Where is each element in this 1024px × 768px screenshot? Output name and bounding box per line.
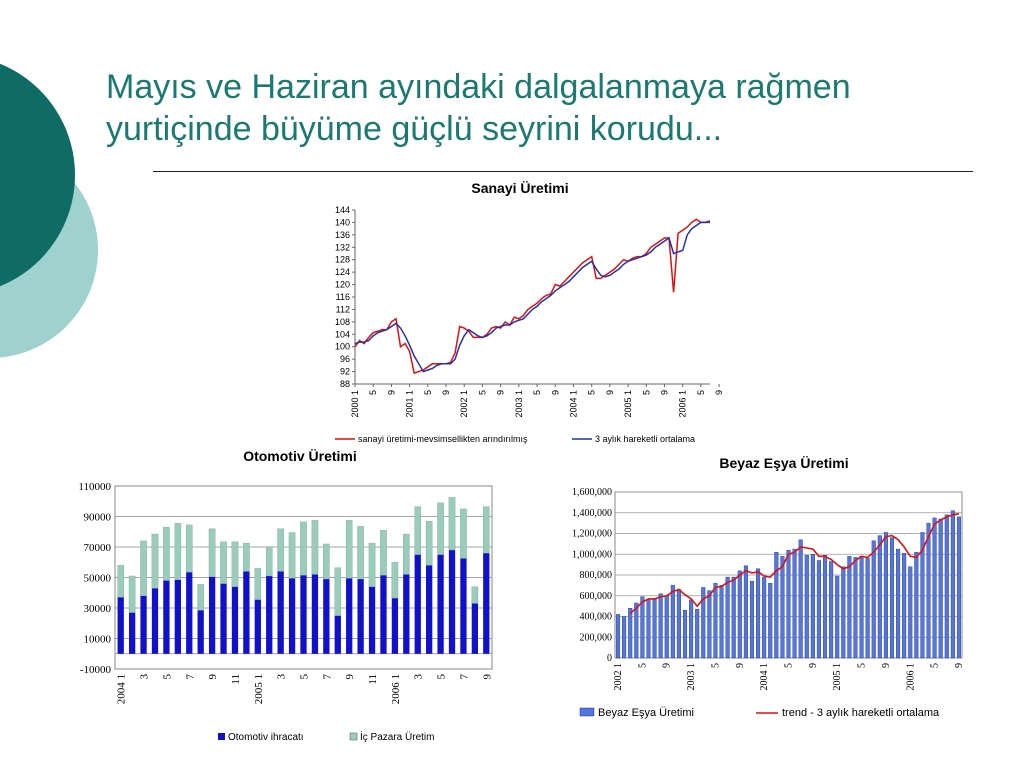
bar-beyaz-esya (677, 590, 681, 658)
legend-swatch-beyaz (580, 708, 594, 716)
y-tick-label: 50000 (83, 572, 111, 585)
legend-label-ihracat: Otomotiv ihracatı (228, 732, 304, 743)
bar-beyaz-esya (671, 585, 675, 658)
x-tick-label: 3 (275, 674, 288, 680)
bar-beyaz-esya (750, 581, 754, 658)
bar-ihracat (289, 578, 295, 653)
x-tick-label: 5 (477, 390, 488, 396)
x-tick-label: 9 (661, 663, 673, 668)
y-tick-label: 1,000,000 (572, 549, 612, 561)
bar-beyaz-esya (647, 600, 651, 658)
bar-beyaz-esya (823, 555, 827, 658)
x-tick-label: 9 (714, 390, 725, 396)
bar-ihracat (369, 587, 375, 654)
beyaz-esya-chart (550, 478, 970, 728)
bar-ihracat (175, 580, 181, 654)
y-tick-label: 200,000 (579, 632, 612, 644)
bar-ihracat (220, 584, 226, 654)
slide-title (106, 66, 1006, 150)
bar-ihracat (140, 596, 146, 654)
y-tick-label: 90000 (83, 511, 111, 524)
legend-swatch-ihracat (218, 733, 225, 740)
title-line-2: yurtiçinde büyüme güçlü seyrini korudu... (106, 110, 723, 148)
bar-ihracat (357, 579, 363, 654)
decorative-circles (0, 0, 110, 420)
y-tick-label: 120 (334, 279, 350, 290)
bar-beyaz-esya (714, 583, 718, 658)
bar-ic-pazar (426, 521, 432, 565)
bar-beyaz-esya (939, 519, 943, 658)
bar-beyaz-esya (799, 540, 803, 658)
y-tick-label: 0 (607, 653, 612, 664)
bar-beyaz-esya (744, 566, 748, 658)
bar-ihracat (198, 610, 204, 653)
x-tick-label: 2004 1 (568, 390, 579, 418)
legend-label-ortalama: 3 aylık hareketli ortalama (595, 434, 696, 444)
bar-ic-pazar (392, 562, 398, 598)
bar-beyaz-esya (829, 562, 833, 658)
y-tick-label: 128 (334, 254, 350, 265)
x-tick-label: 9 (386, 390, 397, 396)
x-tick-label: 5 (532, 390, 543, 396)
y-tick-label: 1,400,000 (572, 507, 612, 519)
y-tick-label: 96 (339, 354, 350, 365)
y-tick-label: 1,200,000 (572, 528, 612, 540)
y-tick-label: 10000 (83, 633, 111, 646)
bar-beyaz-esya (708, 591, 712, 658)
x-tick-label: 5 (710, 663, 722, 668)
bar-ic-pazar (152, 534, 158, 588)
bar-beyaz-esya (634, 603, 638, 658)
x-tick-label: 11 (229, 674, 242, 685)
x-tick-label: 9 (734, 663, 746, 668)
bar-beyaz-esya (866, 558, 870, 658)
bar-beyaz-esya (811, 554, 815, 658)
bar-ic-pazar (140, 541, 146, 596)
bar-ihracat (255, 600, 261, 654)
y-tick-label: 124 (334, 267, 350, 278)
x-tick-label: 3 (412, 674, 425, 680)
sanayi-chart-title: Sanayi Üretimi (471, 180, 569, 196)
bar-ihracat (426, 565, 432, 653)
x-tick-label: 9 (953, 663, 965, 668)
bar-ic-pazar (220, 542, 226, 584)
bar-ic-pazar (163, 527, 169, 580)
bar-beyaz-esya (902, 553, 906, 658)
bar-ihracat (437, 555, 443, 654)
x-tick-label: 5 (641, 390, 652, 396)
y-tick-label: 88 (339, 379, 350, 389)
bar-ihracat (460, 558, 466, 653)
bar-ic-pazar (289, 533, 295, 579)
x-tick-label: 2005 1 (832, 663, 844, 691)
legend-label-trend: trend - 3 aylık hareketli ortalama (782, 707, 940, 719)
bar-beyaz-esya (695, 609, 699, 658)
x-tick-label: 9 (207, 674, 220, 680)
bar-beyaz-esya (781, 556, 785, 658)
y-tick-label: 1,600,000 (572, 487, 612, 498)
x-tick-label: 5 (783, 663, 795, 668)
x-tick-label: 9 (807, 663, 819, 668)
y-tick-label: 800,000 (579, 570, 612, 581)
y-tick-label: 92 (339, 366, 350, 377)
bar-beyaz-esya (841, 567, 845, 658)
bar-ihracat (152, 588, 158, 654)
x-tick-label: 5 (929, 663, 941, 668)
x-tick-label: 5 (298, 674, 311, 680)
x-tick-label: 9 (441, 390, 452, 396)
x-tick-label: 2004 1 (759, 663, 771, 691)
bar-beyaz-esya (768, 583, 772, 658)
bar-beyaz-esya (665, 596, 669, 658)
x-tick-label: 2006 1 (677, 390, 688, 418)
sanayi-chart (320, 198, 740, 468)
legend-label-beyaz: Beyaz Eşya Üretimi (598, 707, 694, 719)
bar-beyaz-esya (927, 523, 931, 658)
bar-beyaz-esya (659, 594, 663, 658)
bar-ic-pazar (232, 542, 238, 587)
x-tick-label: 3 (138, 674, 151, 680)
bar-beyaz-esya (738, 571, 742, 658)
bar-beyaz-esya (732, 577, 736, 658)
x-tick-label: 5 (422, 390, 433, 396)
bar-beyaz-esya (878, 536, 882, 658)
bar-ic-pazar (312, 520, 318, 574)
bar-ihracat (380, 575, 386, 654)
bar-ihracat (232, 587, 238, 654)
bar-ic-pazar (129, 576, 135, 613)
bar-ihracat (129, 613, 135, 654)
bar-beyaz-esya (628, 608, 632, 658)
otomotiv-chart-title: Otomotiv Üretimi (243, 448, 357, 464)
x-tick-label: 7 (321, 674, 334, 680)
legend-label-ic-pazar: İç Pazara Üretim (360, 732, 435, 743)
bar-ihracat (300, 575, 306, 654)
y-tick-label: 104 (334, 329, 350, 340)
x-tick-label: 2002 1 (613, 663, 625, 691)
title-line-1: Mayıs ve Haziran ayındaki dalgalanmaya rağmen (106, 68, 851, 106)
bar-ic-pazar (118, 565, 124, 597)
bar-ic-pazar (278, 529, 284, 572)
bar-beyaz-esya (793, 549, 797, 658)
x-tick-label: 9 (659, 390, 670, 396)
x-tick-label: 5 (161, 674, 174, 680)
bar-ic-pazar (186, 525, 192, 572)
x-tick-label: 2006 1 (389, 674, 402, 705)
x-tick-label: 9 (550, 390, 561, 396)
bar-ic-pazar (437, 503, 443, 555)
bar-ihracat (403, 574, 409, 653)
x-tick-label: 9 (495, 390, 506, 396)
x-tick-label: 2000 1 (350, 390, 360, 418)
x-tick-label: 2005 1 (623, 390, 634, 418)
bar-ihracat (392, 598, 398, 654)
bar-beyaz-esya (860, 556, 864, 658)
bar-beyaz-esya (896, 549, 900, 658)
y-tick-label: 70000 (83, 542, 111, 554)
bar-ihracat (312, 574, 318, 653)
bar-beyaz-esya (848, 556, 852, 658)
x-tick-label: 2002 1 (459, 390, 470, 418)
x-tick-label: 2003 1 (686, 663, 698, 691)
bar-beyaz-esya (908, 567, 912, 658)
y-tick-label: 100 (334, 341, 350, 352)
bar-ihracat (335, 616, 341, 654)
y-tick-label: 600,000 (579, 590, 612, 602)
bar-ic-pazar (255, 568, 261, 599)
bar-ihracat (449, 550, 455, 654)
bar-ic-pazar (357, 526, 363, 579)
x-tick-label: 2001 1 (404, 390, 415, 418)
bar-beyaz-esya (774, 552, 778, 658)
bar-ic-pazar (403, 534, 409, 574)
bar-beyaz-esya (933, 518, 937, 658)
x-tick-label: 9 (344, 674, 357, 680)
y-tick-label: 132 (334, 242, 350, 253)
bar-ihracat (415, 555, 421, 654)
bar-ihracat (243, 571, 249, 653)
bar-ihracat (472, 603, 478, 653)
bar-ic-pazar (300, 522, 306, 575)
bar-beyaz-esya (762, 577, 766, 658)
bar-beyaz-esya (726, 577, 730, 658)
x-tick-label: 2003 1 (513, 390, 524, 418)
x-tick-label: 7 (184, 674, 197, 680)
bar-beyaz-esya (720, 585, 724, 658)
bar-ihracat (186, 572, 192, 654)
bar-beyaz-esya (622, 617, 626, 659)
bar-ic-pazar (380, 530, 386, 575)
bar-ic-pazar (369, 543, 375, 586)
y-tick-label: -10000 (79, 664, 111, 676)
y-tick-label: 116 (335, 292, 350, 302)
x-tick-label: 11 (367, 674, 380, 685)
bar-ihracat (266, 576, 272, 654)
bar-ic-pazar (335, 568, 341, 616)
x-tick-label: 9 (604, 390, 615, 396)
bar-ic-pazar (472, 587, 478, 604)
series-line-sanayi (355, 219, 710, 373)
y-tick-label: 400,000 (579, 611, 612, 623)
bar-beyaz-esya (616, 614, 620, 658)
bar-ic-pazar (323, 544, 329, 579)
legend-swatch-ic-pazar (350, 733, 357, 740)
x-tick-label: 5 (586, 390, 597, 396)
bar-beyaz-esya (957, 517, 961, 658)
bar-beyaz-esya (756, 569, 760, 658)
x-tick-label: 5 (856, 663, 868, 668)
x-tick-label: 9 (880, 663, 892, 668)
bar-ic-pazar (198, 584, 204, 610)
bar-beyaz-esya (835, 576, 839, 658)
y-tick-label: 136 (334, 229, 350, 240)
bar-beyaz-esya (890, 538, 894, 658)
title-divider (153, 171, 973, 172)
bar-ihracat (483, 553, 489, 654)
bar-ihracat (278, 571, 284, 653)
bar-beyaz-esya (915, 552, 919, 658)
beyaz-chart-title: Beyaz Eşya Üretimi (719, 455, 849, 471)
bar-beyaz-esya (641, 597, 645, 658)
x-tick-label: 5 (637, 663, 649, 668)
bar-ihracat (209, 577, 215, 654)
legend-label-sanayi: sanayi üretimi-mevsimsellikten arındırılmış (358, 434, 528, 444)
bar-ihracat (346, 578, 352, 653)
bar-ic-pazar (449, 497, 455, 550)
bar-ihracat (323, 579, 329, 654)
bar-beyaz-esya (805, 555, 809, 658)
x-tick-label: 9 (481, 674, 494, 680)
x-tick-label: 2006 1 (905, 663, 917, 691)
bar-ic-pazar (415, 507, 421, 555)
bar-beyaz-esya (945, 515, 949, 658)
bar-ic-pazar (460, 509, 466, 559)
x-tick-label: 5 (695, 390, 706, 396)
bar-beyaz-esya (884, 532, 888, 658)
x-tick-label: 5 (435, 674, 448, 680)
y-tick-label: 144 (334, 205, 350, 215)
bar-ic-pazar (483, 507, 489, 554)
bar-beyaz-esya (683, 610, 687, 658)
bar-beyaz-esya (951, 511, 955, 658)
x-tick-label: 7 (458, 674, 471, 680)
y-tick-label: 140 (334, 217, 350, 228)
bar-beyaz-esya (817, 560, 821, 658)
bar-ic-pazar (266, 547, 272, 576)
y-tick-label: 110000 (78, 481, 111, 493)
bar-ic-pazar (243, 543, 249, 571)
otomotiv-chart (58, 470, 508, 760)
bar-beyaz-esya (689, 600, 693, 658)
x-tick-label: 2004 1 (115, 674, 128, 705)
bar-beyaz-esya (854, 557, 858, 658)
bar-ihracat (118, 597, 124, 653)
bar-ic-pazar (209, 529, 215, 577)
bar-ic-pazar (346, 520, 352, 578)
bar-beyaz-esya (872, 541, 876, 658)
bar-ic-pazar (175, 523, 181, 579)
y-tick-label: 30000 (83, 603, 111, 615)
bar-ihracat (163, 581, 169, 654)
y-tick-label: 108 (334, 316, 350, 327)
bar-beyaz-esya (787, 550, 791, 658)
bar-beyaz-esya (653, 599, 657, 658)
x-tick-label: 2005 1 (252, 674, 265, 705)
y-tick-label: 112 (335, 304, 350, 315)
x-tick-label: 5 (368, 390, 379, 396)
